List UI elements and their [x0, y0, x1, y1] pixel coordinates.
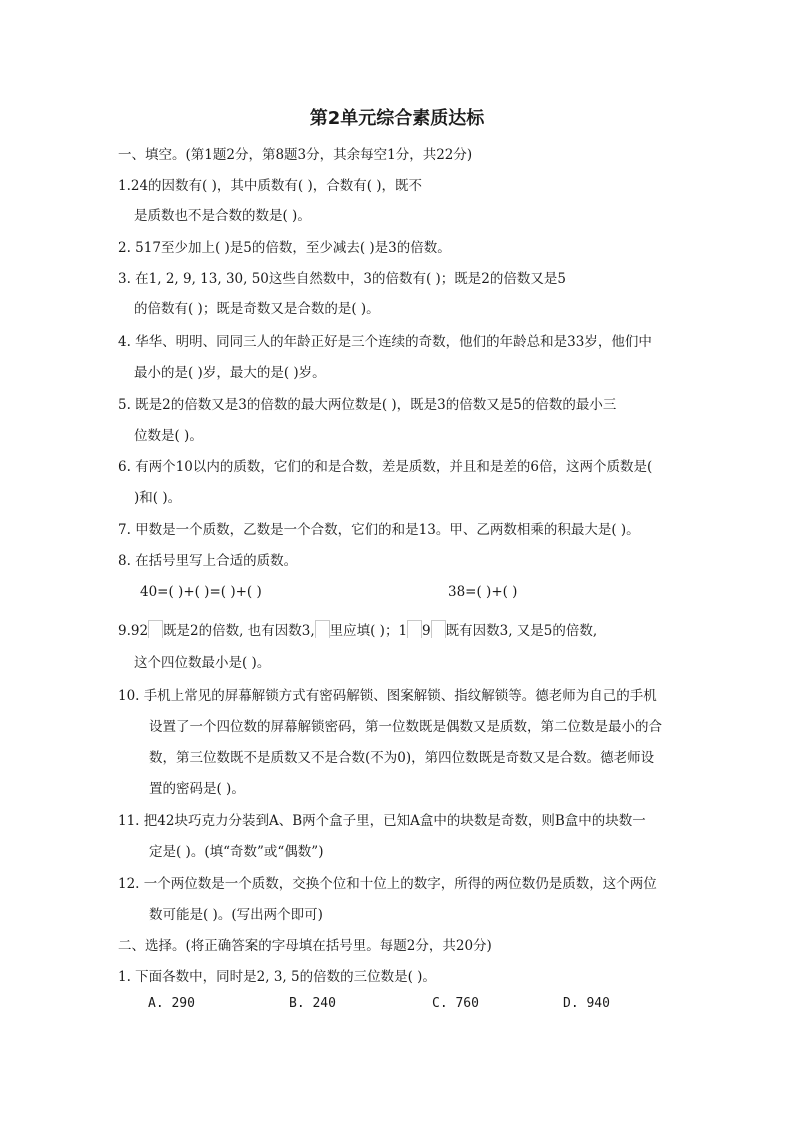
- q9-part3: 里应填( )；1: [329, 623, 408, 639]
- question-10-line1: 10. 手机上常见的屏幕解锁方式有密码解锁、图案解锁、指纹解锁等。德老师为自己的手机: [118, 688, 657, 704]
- q9-blank-box-2[interactable]: [315, 620, 330, 638]
- question-12-line1: 12. 一个两位数是一个质数，交换个位和十位上的数字，所得的两位数仍是质数，这个两位: [118, 876, 657, 892]
- q9-part5: 既有因数3, 又是5的倍数,: [445, 623, 598, 639]
- question-5-line1: 5. 既是2的倍数又是3的倍数的最大两位数是( )，既是3的倍数又是5的倍数的最小三: [118, 397, 617, 413]
- question-11-line2: 定是( )。(填“奇数”或“偶数”): [149, 844, 324, 860]
- question-8-equation-38: 38=( )+( ): [448, 584, 518, 600]
- mc-option-b[interactable]: B. 240: [289, 996, 336, 1011]
- mc-option-d[interactable]: D. 940: [563, 996, 610, 1011]
- question-4-line1: 4. 华华、明明、同同三人的年龄正好是三个连续的奇数，他们的年龄总和是33岁，他们中: [118, 334, 652, 350]
- question-10-line3: 数，第三位数既不是质数又不是合数(不为0)，第四位数既是奇数又是合数。德老师设: [149, 750, 655, 766]
- q9-part2: 既是2的倍数, 也有因数3,: [163, 623, 315, 639]
- question-1-line2: 是质数也不是合数的数是( )。: [134, 208, 311, 224]
- page-title: 第2单元综合素质达标: [309, 108, 485, 129]
- question-7: 7. 甲数是一个质数，乙数是一个合数，它们的和是13。甲、乙两数相乘的积最大是( )。: [118, 522, 640, 538]
- question-10-line4: 置的密码是( )。: [149, 781, 245, 797]
- q9-blank-box-4[interactable]: [431, 620, 446, 638]
- question-1-line1: 1.24的因数有( )，其中质数有( )，合数有( )，既不: [118, 178, 423, 194]
- question-11-line1: 11. 把42块巧克力分装到A、B两个盒子里，已知A盒中的块数是奇数，则B盒中的块数一: [118, 813, 646, 829]
- question-8-line1: 8. 在括号里写上合适的质数。: [118, 553, 298, 569]
- question-4-line2: 最小的是( )岁，最大的是( )岁。: [134, 365, 326, 381]
- q9-part4: 9: [422, 623, 431, 639]
- q9-part1: 9.92: [118, 623, 149, 639]
- section1-heading: 一、填空。(第1题2分，第8题3分，其余每空1分，共22分): [118, 147, 473, 163]
- question-6-line1: 6. 有两个10以内的质数，它们的和是合数，差是质数，并且和是差的6倍，这两个质数是(: [118, 459, 653, 475]
- question-12-line2: 数可能是( )。(写出两个即可): [149, 907, 323, 923]
- q9-blank-box-1[interactable]: [148, 620, 163, 638]
- question-3-line1: 3. 在1, 2, 9, 13, 30, 50这些自然数中，3的倍数有( )；既是2的倍数又是5: [118, 271, 566, 287]
- question-8-equation-40: 40=( )+( )=( )+( ): [140, 584, 262, 600]
- q9-blank-box-3[interactable]: [407, 620, 422, 638]
- mc-question-1: 1. 下面各数中，同时是2, 3, 5的倍数的三位数是( )。: [118, 969, 436, 985]
- question-9-line2: 这个四位数最小是( )。: [134, 655, 271, 671]
- question-5-line2: 位数是( )。: [134, 428, 203, 444]
- section2-heading: 二、选择。(将正确答案的字母填在括号里。每题2分，共20分): [118, 938, 492, 954]
- question-3-line2: 的倍数有( )；既是奇数又是合数的是( )。: [134, 301, 380, 317]
- question-10-line2: 设置了一个四位数的屏幕解锁密码，第一位数既是偶数又是质数，第二位数是最小的合: [149, 719, 662, 735]
- question-2: 2. 517至少加上( )是5的倍数，至少减去( )是3的倍数。: [118, 240, 451, 256]
- mc-option-c[interactable]: C. 760: [432, 996, 479, 1011]
- mc-option-a[interactable]: A. 290: [148, 996, 195, 1011]
- question-6-line2: )和( )。: [134, 490, 182, 506]
- question-9-line1: [118, 620, 597, 641]
